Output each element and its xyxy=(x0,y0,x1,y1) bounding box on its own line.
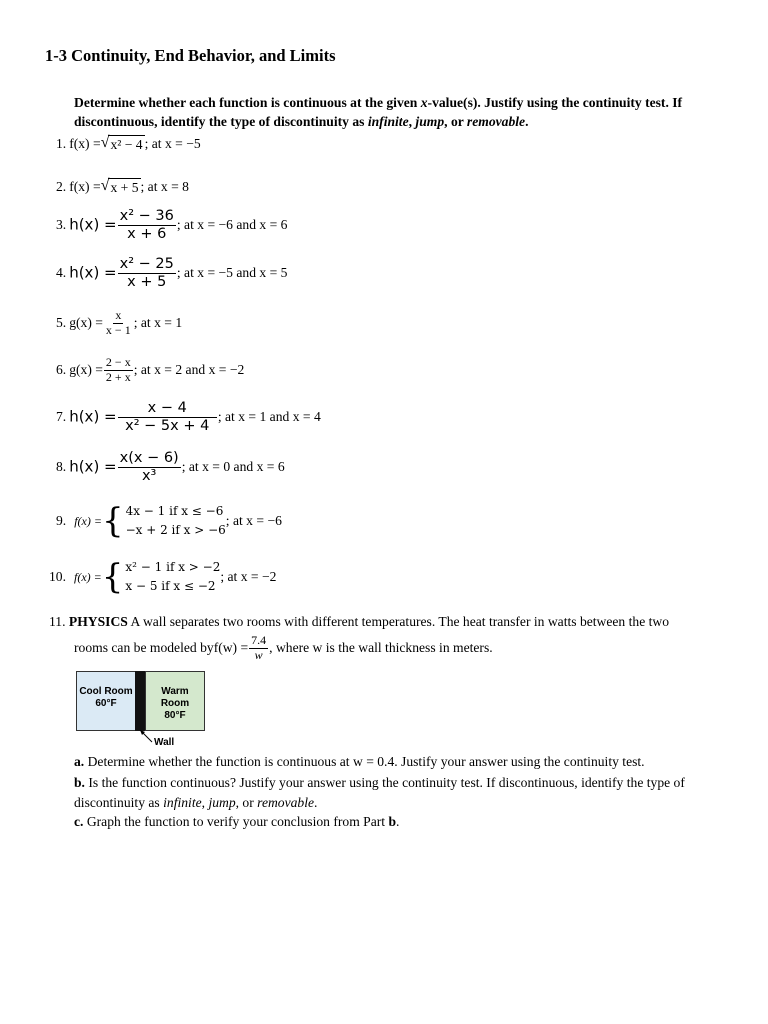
wall-label: Wall xyxy=(154,737,175,748)
problem-2: 2. f(x) = √ x + 5 ; at x = 8 xyxy=(56,177,189,195)
warm-room-box: Warm Room 80°F xyxy=(145,671,205,731)
problem-1: 1. f(x) = √ x² − 4 ; at x = −5 xyxy=(56,134,201,152)
problem-3: 3. h(x) = $\frac{\text{x² − 36}}{x + 6}$ ; at x = −6 and x = 6 xyxy=(56,208,288,242)
instructions: Determine whether each function is continuous at the given x-value(s). Justify using the continuity test. If discontinuous, identify the type of discontinuity as infinite, jump, or removable. xyxy=(74,95,683,129)
part-a: a. Determine whether the function is continuous at w = 0.4. Justify your answer using the continuity test. xyxy=(74,754,645,769)
problem-5: 5. g(x) = $\frac{x}{x - 1}$ ; at x = 1 xyxy=(56,308,183,337)
problem-9: 9. f(x) = { 4x − 1 if x ≤ −6 −x + 2 if x > −6 ; at x = −6 xyxy=(56,501,282,541)
piecewise-cases: { 4x − 1 if x ≤ −6 −x + 2 if x > −6 xyxy=(101,501,226,541)
wall-block xyxy=(135,671,145,731)
problem-6: 6. g(x) = $\frac{2 - x}{2 + x}$ ; at x = 2 and x = −2 xyxy=(56,355,245,384)
problem-11-intro: 11. PHYSICS A wall separates two rooms with different temperatures. The heat transfer in watts between the two xyxy=(49,614,670,629)
radical: √ x² − 4 xyxy=(100,134,143,152)
piecewise-cases: { x² − 1 if x > −2 x − 5 if x ≤ −2 xyxy=(101,557,221,597)
cool-room-box: Cool Room 60°F xyxy=(76,671,136,731)
problem-4: 4. h(x) = $\frac{\text{x² − 25}}{x + 5}$ ; at x = −5 and x = 5 xyxy=(56,256,288,290)
problem-7: 7. h(x) = $\frac{x - 4}{\text{x² − 5x + 4}}$ ; at x = 1 and x = 4 xyxy=(56,400,321,434)
part-b: b. Is the function continuous? Justify your answer using the continuity test. If discontinuous, identify the type of discontinuity as infinite, jump, or removable. xyxy=(74,775,685,810)
page-title: 1-3 Continuity, End Behavior, and Limits xyxy=(45,46,336,65)
part-c: c. Graph the function to verify your conclusion from Part b. xyxy=(74,814,400,829)
problem-8: 8. h(x) = $\frac{x(x - 6)}{\text{x³}}$ ; at x = 0 and x = 6 xyxy=(56,450,285,484)
radical: √ x + 5 xyxy=(100,177,139,195)
problem-11-model: rooms can be modeled by f(w) = $\frac{7.4}{w}$ , where w is the wall thickness in meters. xyxy=(74,633,493,662)
wall-figure xyxy=(76,671,206,751)
problem-10: 10. f(x) = { x² − 1 if x > −2 x − 5 if x ≤ −2 ; at x = −2 xyxy=(49,557,277,597)
